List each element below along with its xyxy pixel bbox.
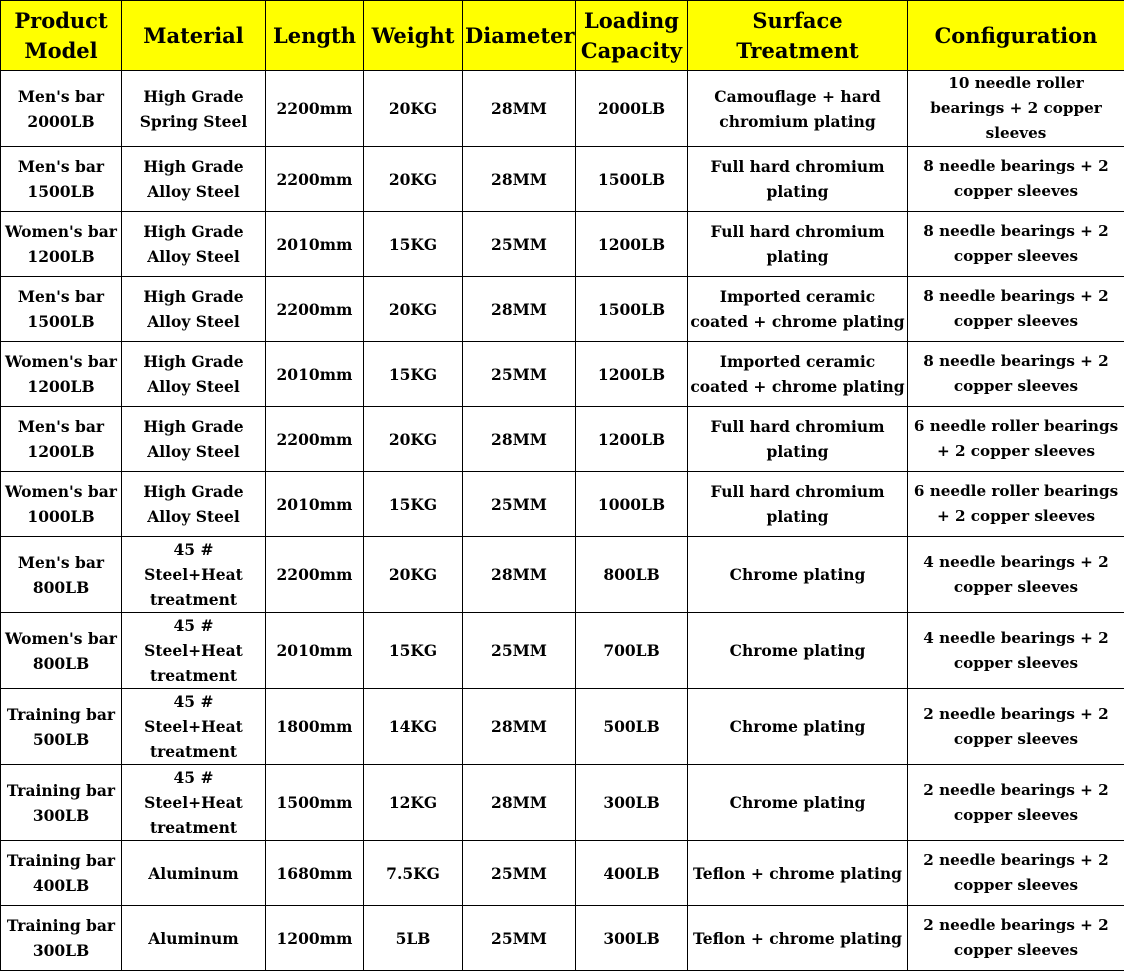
cell-length: 1800mm: [266, 689, 364, 765]
cell-loading-capacity: 300LB: [576, 906, 688, 971]
cell-loading-capacity: 1000LB: [576, 472, 688, 537]
cell-weight: 15KG: [364, 342, 463, 407]
table-row: [1, 71, 1124, 147]
cell-surface-treatment: Imported ceramic coated + chrome plating: [688, 277, 908, 342]
cell-length: 2010mm: [266, 212, 364, 277]
header-configuration: Configuration: [908, 1, 1124, 71]
table-row: [1, 212, 1124, 277]
cell-weight: 20KG: [364, 407, 463, 472]
cell-material: 45 # Steel+Heat treatment: [122, 765, 266, 841]
cell-diameter: 28MM: [463, 765, 576, 841]
cell-material: High Grade Alloy Steel: [122, 277, 266, 342]
cell-length: 2200mm: [266, 537, 364, 613]
cell-diameter: 25MM: [463, 472, 576, 537]
cell-configuration: 8 needle bearings + 2 copper sleeves: [908, 277, 1124, 342]
cell-loading-capacity: 1500LB: [576, 147, 688, 212]
cell-length: 2010mm: [266, 472, 364, 537]
cell-diameter: 25MM: [463, 212, 576, 277]
cell-loading-capacity: 700LB: [576, 613, 688, 689]
cell-length: 2200mm: [266, 147, 364, 212]
cell-material: 45 # Steel+Heat treatment: [122, 613, 266, 689]
cell-configuration: 8 needle bearings + 2 copper sleeves: [908, 147, 1124, 212]
cell-configuration: 4 needle bearings + 2 copper sleeves: [908, 537, 1124, 613]
header-loading-capacity: Loading Capacity: [576, 1, 688, 71]
header-material: Material: [122, 1, 266, 71]
cell-loading-capacity: 1200LB: [576, 342, 688, 407]
table-row: [1, 613, 1124, 689]
cell-length: 2010mm: [266, 342, 364, 407]
cell-product-model: Training bar 400LB: [1, 841, 122, 906]
header-diameter: Diameter: [463, 1, 576, 71]
cell-configuration: 6 needle roller bearings + 2 copper sleeves: [908, 472, 1124, 537]
cell-length: 2010mm: [266, 613, 364, 689]
header-product-model: Product Model: [1, 1, 122, 71]
cell-surface-treatment: Full hard chromium plating: [688, 407, 908, 472]
cell-material: 45 # Steel+Heat treatment: [122, 537, 266, 613]
cell-material: High Grade Alloy Steel: [122, 472, 266, 537]
cell-product-model: Men's bar 1500LB: [1, 147, 122, 212]
cell-loading-capacity: 800LB: [576, 537, 688, 613]
cell-diameter: 25MM: [463, 342, 576, 407]
cell-configuration: 8 needle bearings + 2 copper sleeves: [908, 212, 1124, 277]
cell-product-model: Women's bar 800LB: [1, 613, 122, 689]
cell-loading-capacity: 1200LB: [576, 407, 688, 472]
table-row: [1, 147, 1124, 212]
cell-material: 45 # Steel+Heat treatment: [122, 689, 266, 765]
cell-surface-treatment: Chrome plating: [688, 613, 908, 689]
cell-configuration: 10 needle roller bearings + 2 copper sleeves: [908, 71, 1124, 147]
table-row: [1, 537, 1124, 613]
cell-product-model: Women's bar 1000LB: [1, 472, 122, 537]
cell-weight: 15KG: [364, 613, 463, 689]
cell-weight: 20KG: [364, 147, 463, 212]
cell-material: High Grade Alloy Steel: [122, 212, 266, 277]
cell-material: Aluminum: [122, 906, 266, 971]
cell-diameter: 28MM: [463, 71, 576, 147]
table-row: [1, 765, 1124, 841]
cell-diameter: 28MM: [463, 689, 576, 765]
table-row: [1, 689, 1124, 765]
cell-product-model: Men's bar 1200LB: [1, 407, 122, 472]
cell-product-model: Men's bar 1500LB: [1, 277, 122, 342]
cell-surface-treatment: Full hard chromium plating: [688, 147, 908, 212]
table-row: [1, 841, 1124, 906]
cell-diameter: 25MM: [463, 613, 576, 689]
cell-diameter: 28MM: [463, 147, 576, 212]
cell-configuration: 2 needle bearings + 2 copper sleeves: [908, 841, 1124, 906]
cell-length: 1680mm: [266, 841, 364, 906]
cell-surface-treatment: Chrome plating: [688, 765, 908, 841]
cell-length: 1500mm: [266, 765, 364, 841]
cell-configuration: 4 needle bearings + 2 copper sleeves: [908, 613, 1124, 689]
cell-length: 2200mm: [266, 407, 364, 472]
cell-loading-capacity: 500LB: [576, 689, 688, 765]
cell-diameter: 28MM: [463, 407, 576, 472]
table-body: [1, 71, 1124, 971]
cell-surface-treatment: Full hard chromium plating: [688, 212, 908, 277]
header-weight: Weight: [364, 1, 463, 71]
cell-diameter: 25MM: [463, 841, 576, 906]
table-row: [1, 277, 1124, 342]
table-row: [1, 342, 1124, 407]
cell-loading-capacity: 400LB: [576, 841, 688, 906]
cell-product-model: Women's bar 1200LB: [1, 342, 122, 407]
cell-length: 2200mm: [266, 277, 364, 342]
cell-diameter: 28MM: [463, 277, 576, 342]
cell-surface-treatment: Imported ceramic coated + chrome plating: [688, 342, 908, 407]
cell-configuration: 6 needle roller bearings + 2 copper sleeves: [908, 407, 1124, 472]
cell-surface-treatment: Chrome plating: [688, 537, 908, 613]
cell-product-model: Training bar 300LB: [1, 765, 122, 841]
header-row: [1, 1, 1124, 71]
cell-material: High Grade Alloy Steel: [122, 342, 266, 407]
cell-diameter: 28MM: [463, 537, 576, 613]
cell-length: 2200mm: [266, 71, 364, 147]
cell-weight: 20KG: [364, 537, 463, 613]
table-row: [1, 472, 1124, 537]
cell-loading-capacity: 1500LB: [576, 277, 688, 342]
cell-product-model: Training bar 300LB: [1, 906, 122, 971]
cell-material: High Grade Alloy Steel: [122, 147, 266, 212]
cell-material: High Grade Alloy Steel: [122, 407, 266, 472]
cell-weight: 14KG: [364, 689, 463, 765]
cell-material: High Grade Spring Steel: [122, 71, 266, 147]
table-row: [1, 407, 1124, 472]
cell-loading-capacity: 300LB: [576, 765, 688, 841]
header-length: Length: [266, 1, 364, 71]
cell-diameter: 25MM: [463, 906, 576, 971]
cell-surface-treatment: Full hard chromium plating: [688, 472, 908, 537]
header-surface-treatment: Surface Treatment: [688, 1, 908, 71]
cell-weight: 12KG: [364, 765, 463, 841]
cell-configuration: 2 needle bearings + 2 copper sleeves: [908, 765, 1124, 841]
cell-surface-treatment: Camouflage + hard chromium plating: [688, 71, 908, 147]
cell-length: 1200mm: [266, 906, 364, 971]
cell-product-model: Men's bar 2000LB: [1, 71, 122, 147]
cell-weight: 20KG: [364, 277, 463, 342]
cell-weight: 15KG: [364, 472, 463, 537]
cell-weight: 20KG: [364, 71, 463, 147]
cell-surface-treatment: Teflon + chrome plating: [688, 841, 908, 906]
cell-product-model: Men's bar 800LB: [1, 537, 122, 613]
cell-material: Aluminum: [122, 841, 266, 906]
cell-configuration: 2 needle bearings + 2 copper sleeves: [908, 906, 1124, 971]
cell-loading-capacity: 1200LB: [576, 212, 688, 277]
cell-weight: 15KG: [364, 212, 463, 277]
cell-surface-treatment: Teflon + chrome plating: [688, 906, 908, 971]
table-row: [1, 906, 1124, 971]
cell-loading-capacity: 2000LB: [576, 71, 688, 147]
cell-surface-treatment: Chrome plating: [688, 689, 908, 765]
cell-weight: 5LB: [364, 906, 463, 971]
cell-product-model: Training bar 500LB: [1, 689, 122, 765]
cell-product-model: Women's bar 1200LB: [1, 212, 122, 277]
cell-configuration: 8 needle bearings + 2 copper sleeves: [908, 342, 1124, 407]
cell-configuration: 2 needle bearings + 2 copper sleeves: [908, 689, 1124, 765]
cell-weight: 7.5KG: [364, 841, 463, 906]
